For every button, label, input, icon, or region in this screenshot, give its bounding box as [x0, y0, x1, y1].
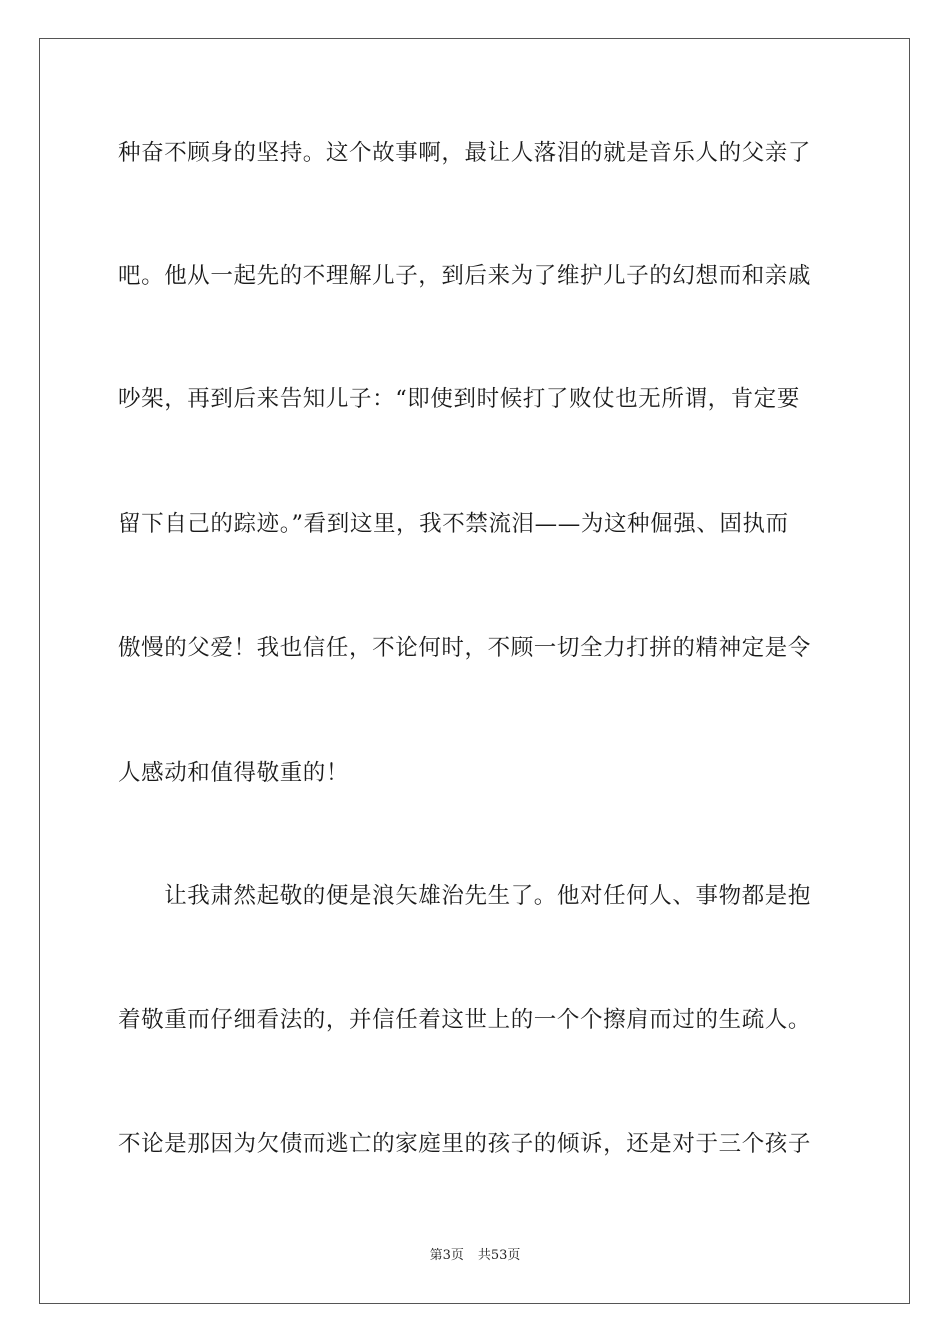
body-text-line: 傲慢的父爱！我也信任，不论何时，不顾一切全力打拼的精神定是令 — [118, 635, 812, 661]
total-page-count: 共53页 — [477, 1248, 521, 1263]
body-text-line: 吵架，再到后来告知儿子：“即使到时候打了败仗也无所谓，肯定要 — [118, 386, 801, 412]
body-text-line: 吧。他从一起先的不理解儿子，到后来为了维护儿子的幻想而和亲戚 — [118, 263, 812, 289]
body-text-line: 让我肃然起敬的便是浪矢雄治先生了。他对任何人、事物都是抱 — [118, 883, 812, 909]
page-border — [39, 38, 910, 1304]
current-page-number: 第3页 — [429, 1248, 464, 1263]
body-text-line: 不论是那因为欠债而逃亡的家庭里的孩子的倾诉，还是对于三个孩子 — [118, 1131, 812, 1157]
body-text-line: 人感动和值得敬重的！ — [118, 760, 350, 786]
page-footer — [0, 1247, 950, 1265]
body-text-line: 种奋不顾身的坚持。这个故事啊，最让人落泪的就是音乐人的父亲了 — [118, 140, 812, 166]
body-text-line: 着敬重而仔细看法的，并信任着这世上的一个个擦肩而过的生疏人。 — [118, 1007, 812, 1033]
body-text-line: 留下自己的踪迹。”看到这里，我不禁流泪——为这种倔强、固执而 — [118, 511, 789, 537]
